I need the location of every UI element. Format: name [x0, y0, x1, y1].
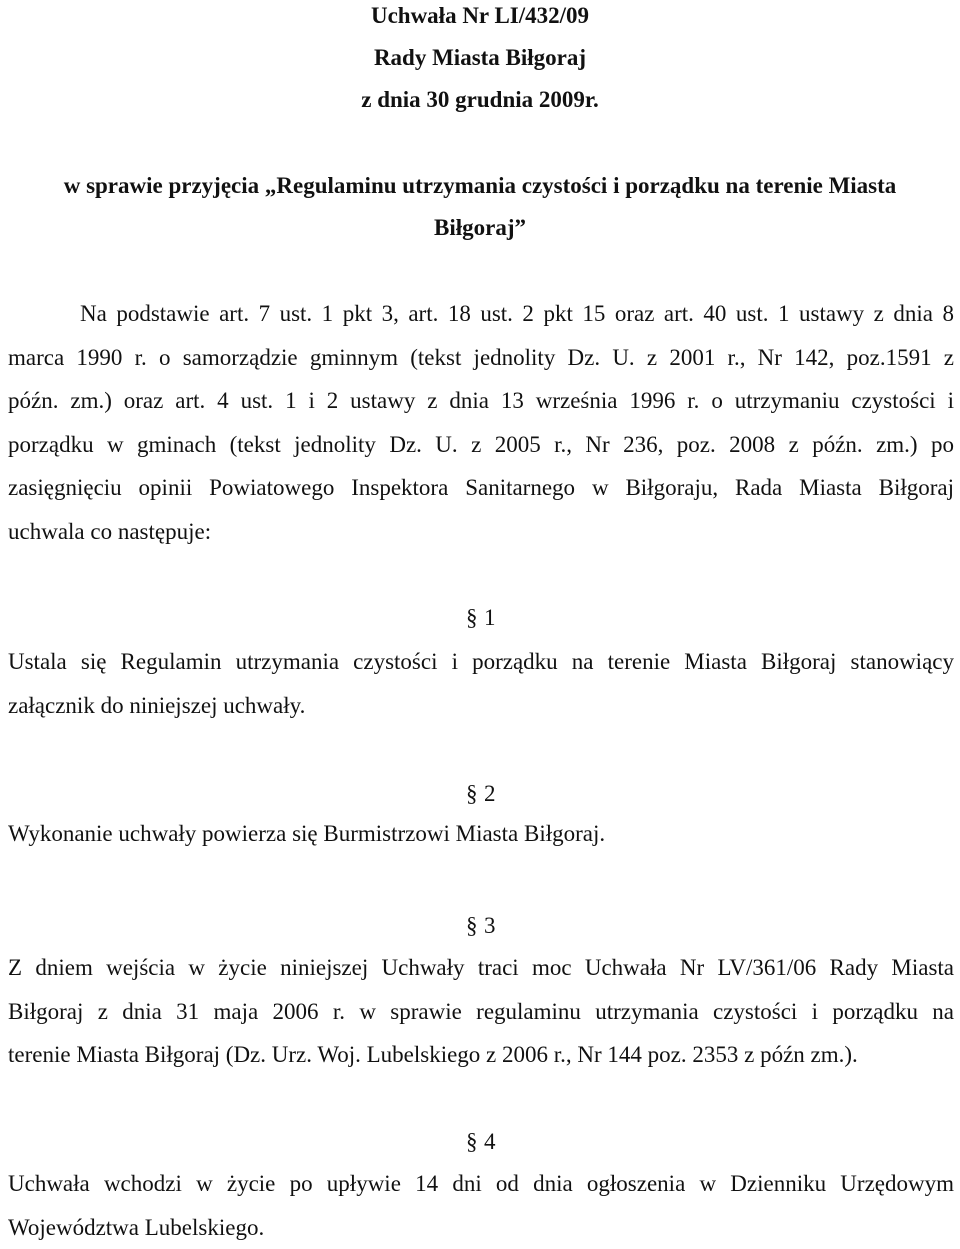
- section-line: załącznik do niniejszej uchwały.: [8, 684, 954, 728]
- subject-line-1: w sprawie przyjęcia „Regulaminu utrzymania czystości i porządku na terenie Miasta: [0, 172, 960, 200]
- section-number: 4: [484, 1129, 496, 1154]
- section-2-text: [8, 812, 954, 856]
- preamble-line: zasięgnięciu opinii Powiatowego Inspektora Sanitarnego w Biłgoraju, Rada Miasta Biłgoraj: [8, 466, 954, 510]
- section-number: 3: [484, 913, 496, 938]
- section-4-text: [8, 1162, 954, 1249]
- subject-line-2: Biłgoraj”: [0, 214, 960, 242]
- resolution-date: z dnia 30 grudnia 2009r.: [0, 86, 960, 114]
- section-symbol: §: [466, 912, 480, 940]
- preamble-line: Na podstawie art. 7 ust. 1 pkt 3, art. 18 ust. 2 pkt 15 oraz art. 40 ust. 1 ustawy z dnia 8: [8, 292, 954, 336]
- section-symbol: §: [466, 1128, 480, 1156]
- preamble: [8, 292, 954, 553]
- preamble-line: uchwala co następuje:: [8, 510, 954, 554]
- section-heading-3: [466, 912, 496, 940]
- issuing-council: Rady Miasta Biłgoraj: [0, 44, 960, 72]
- section-symbol: §: [466, 604, 480, 632]
- section-heading-4: [466, 1128, 496, 1156]
- section-heading-1: [466, 604, 496, 632]
- section-line: Z dniem wejścia w życie niniejszej Uchwały traci moc Uchwała Nr LV/361/06 Rady Miasta: [8, 946, 954, 990]
- section-1-text: [8, 640, 954, 727]
- section-3-text: [8, 946, 954, 1077]
- section-heading-2: [466, 780, 496, 808]
- section-line: Ustala się Regulamin utrzymania czystości i porządku na terenie Miasta Biłgoraj stanowiący: [8, 640, 954, 684]
- section-symbol: §: [466, 780, 480, 808]
- resolution-number: Uchwała Nr LI/432/09: [0, 2, 960, 30]
- section-line: Uchwała wchodzi w życie po upływie 14 dni od dnia ogłoszenia w Dzienniku Urzędowym: [8, 1162, 954, 1206]
- preamble-line: porządku w gminach (tekst jednolity Dz. U. z 2005 r., Nr 236, poz. 2008 z późn. zm.) po: [8, 423, 954, 467]
- section-line: Biłgoraj z dnia 31 maja 2006 r. w sprawie regulaminu utrzymania czystości i porządku na: [8, 990, 954, 1034]
- section-line: Województwa Lubelskiego.: [8, 1206, 954, 1249]
- section-number: 1: [484, 605, 496, 630]
- preamble-line: późn. zm.) oraz art. 4 ust. 1 i 2 ustawy z dnia 13 września 1996 r. o utrzymaniu czystości i: [8, 379, 954, 423]
- section-line: Wykonanie uchwały powierza się Burmistrzowi Miasta Biłgoraj.: [8, 812, 954, 856]
- section-number: 2: [484, 781, 496, 806]
- preamble-line: marca 1990 r. o samorządzie gminnym (tekst jednolity Dz. U. z 2001 r., Nr 142, poz.1591 z: [8, 336, 954, 380]
- section-line: terenie Miasta Biłgoraj (Dz. Urz. Woj. Lubelskiego z 2006 r., Nr 144 poz. 2353 z późn zm.).: [8, 1033, 954, 1077]
